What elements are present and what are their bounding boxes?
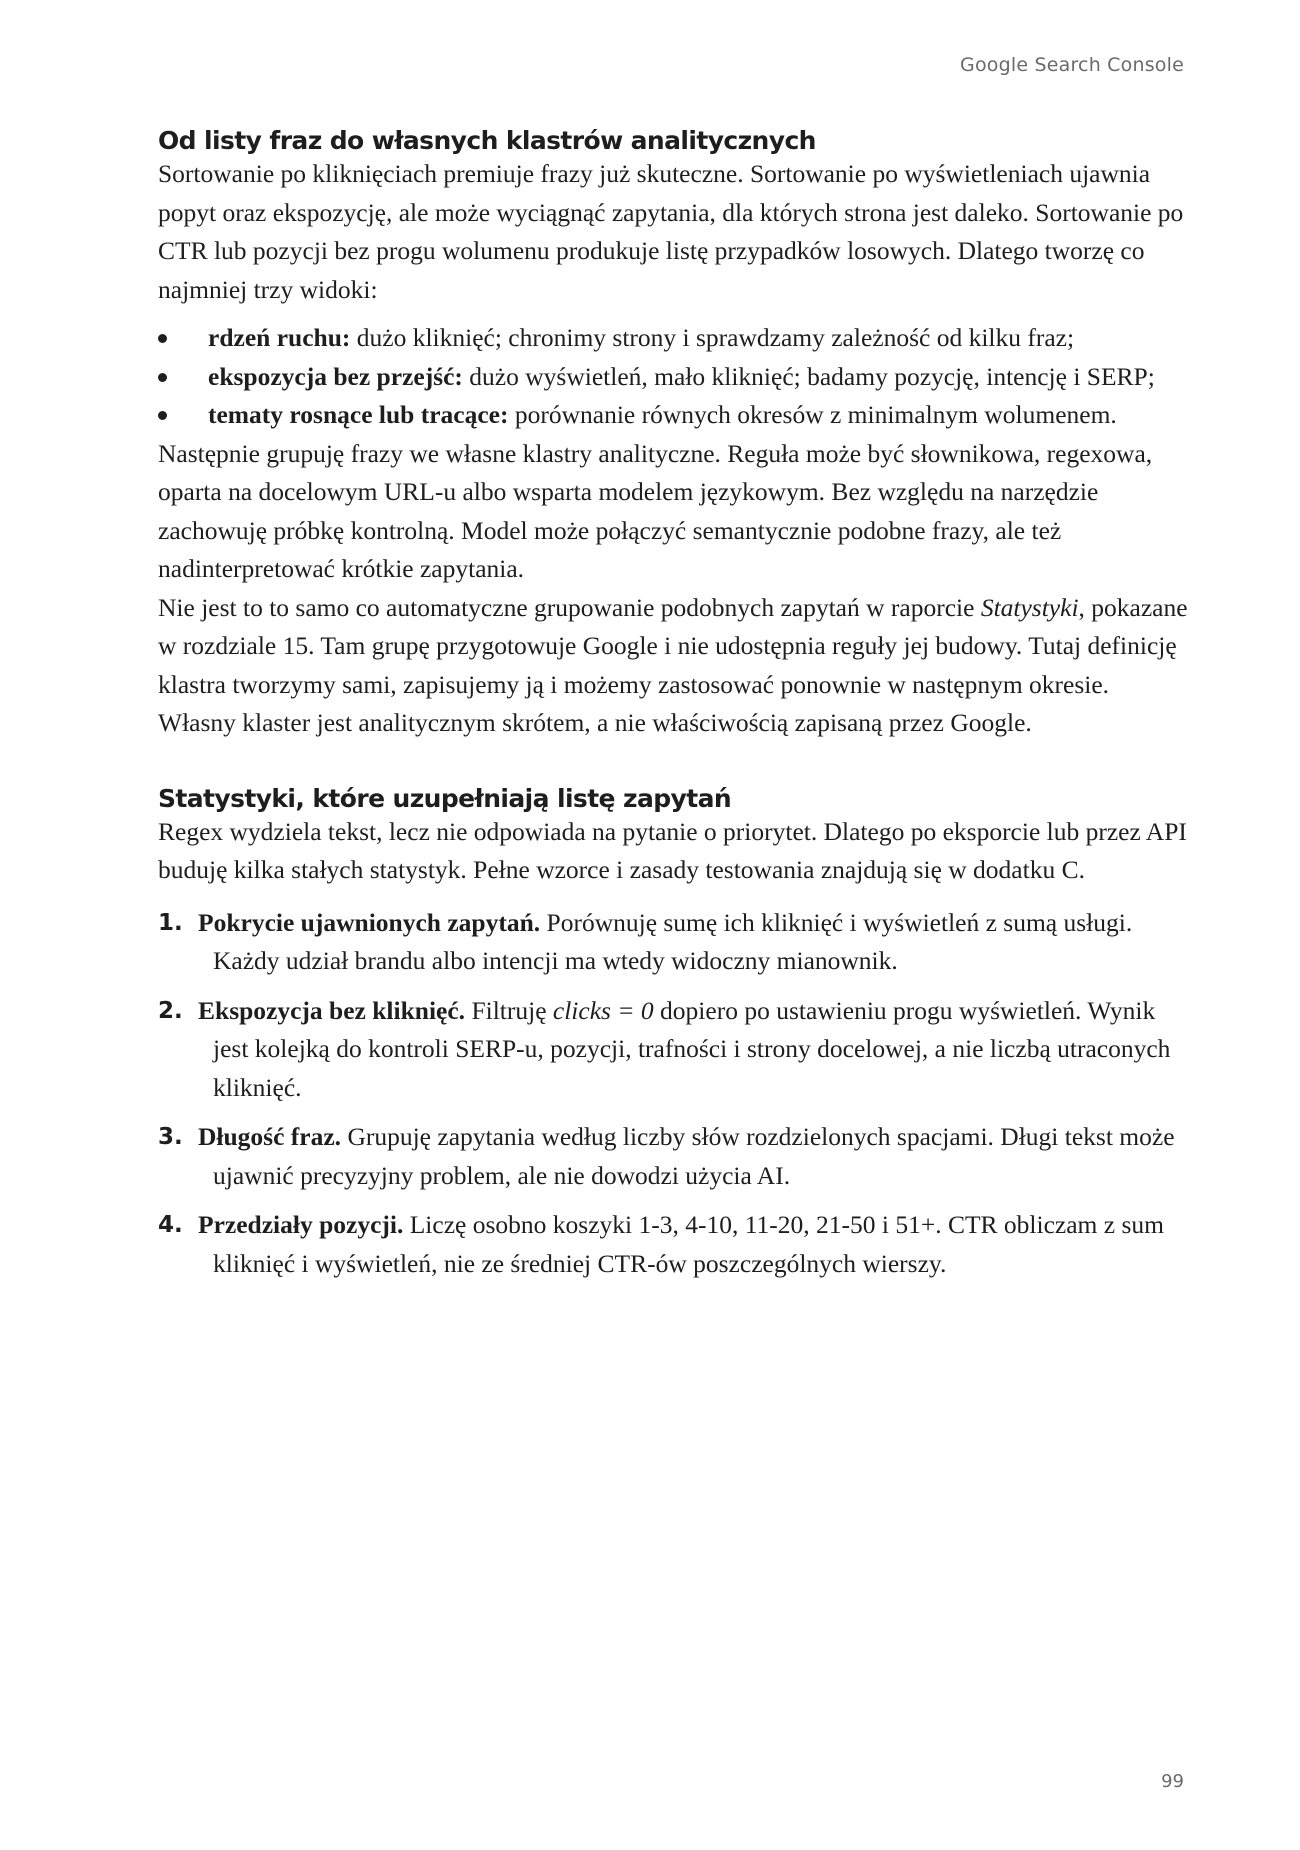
item-term: Ekspozycja bez kliknięć. <box>198 995 466 1025</box>
bullet-term: tematy rosnące lub tracące: <box>208 400 509 429</box>
bullet-term: ekspozycja bez przejść: <box>208 361 463 391</box>
numbered-item <box>158 904 1188 981</box>
bullet-list <box>158 319 1188 435</box>
item-term: Pokrycie ujawnionych zapytań. <box>198 907 541 937</box>
section-heading-statistics: Statystyki, które uzupełniają listę zapytań <box>158 783 732 813</box>
page-content <box>158 126 1188 1294</box>
section-heading-clusters: Od listy fraz do własnych klastrów analitycznych <box>158 126 816 155</box>
item-number: 1. <box>158 909 183 936</box>
paragraph <box>158 589 1188 743</box>
section-body-clusters <box>158 155 1188 743</box>
item-text: dopiero po ustawieniu progu wyświetleń. Wynik jest kolejką do kontroli SERP-u, pozycji, trafności i strony docelowej, a nie liczbą utraconych kliknięć. <box>213 995 1171 1102</box>
item-number: 2. <box>158 997 183 1024</box>
running-header: Google Search Console <box>960 54 1184 76</box>
report-name: Statystyki <box>980 592 1079 622</box>
bullet-item <box>158 358 1188 397</box>
bullet-item <box>158 396 1188 435</box>
bullet-text: dużo kliknięć; chronimy strony i sprawdzamy zależność od kilku fraz; <box>350 323 1075 352</box>
bullet-text: porównanie równych okresów z minimalnym wolumenem. <box>508 400 1117 429</box>
bullet-icon <box>158 411 167 420</box>
numbered-item <box>158 992 1188 1108</box>
numbered-item <box>158 1118 1188 1195</box>
bullet-term: rdzeń ruchu: <box>208 323 351 352</box>
item-text: Grupuję zapytania według liczby słów rozdzielonych spacjami. Długi tekst może ujawnić precyzyjny problem, ale nie dowodzi użycia AI. <box>213 1122 1175 1190</box>
paragraph: Sortowanie po kliknięciach premiuje frazy już skuteczne. Sortowanie po wyświetleniach ujawnia popyt oraz ekspozycję, ale może wyciągnąć zapytania, dla których strona jest daleko. Sortowanie po CTR lub pozycji bez progu wolumenu produkuje listę przypadków losowych. Dlatego tworzę co najmniej trzy widoki: <box>158 159 1184 304</box>
paragraph: Regex wydziela tekst, lecz nie odpowiada na pytanie o priorytet. Dlatego po eksporcie lub przez API buduję kilka stałych statystyk. Pełne wzorce i zasady testowania znajdują się w dodatku C. <box>158 816 1187 884</box>
page-number: 99 <box>1161 1771 1184 1792</box>
item-text: Filtruję <box>465 995 553 1025</box>
paragraph-text: Nie jest to to samo co automatyczne grupowanie podobnych zapytań w raporcie <box>158 592 981 622</box>
item-number: 4. <box>158 1212 183 1238</box>
item-term: Długość fraz. <box>198 1122 342 1151</box>
bullet-item <box>158 319 1188 358</box>
inline-code: clicks = 0 <box>552 995 654 1025</box>
bullet-icon <box>158 334 167 343</box>
section-body-statistics <box>158 813 1188 1284</box>
bullet-text: dużo wyświetleń, mało kliknięć; badamy pozycję, intencję i SERP; <box>462 361 1155 391</box>
bullet-icon <box>158 373 167 382</box>
paragraph-text: , pokazane w rozdziale 15. Tam grupę przygotowuje Google i nie udostępnia reguły jej budowy. Tutaj definicję klastra tworzymy sami, zapisujemy ją i możemy zastosować ponownie w następnym okresie. Własny klaster jest analitycznym skrótem, a nie właściwością zapisaną przez Google. <box>158 592 1188 737</box>
item-text: Liczę osobno koszyki 1-3, 4-10, 11-20, 21-50 i 51+. CTR obliczam z sum kliknięć i wyświetleń, nie ze średniej CTR-ów poszczególnych wierszy. <box>213 1210 1164 1278</box>
paragraph: Następnie grupuję frazy we własne klastry analityczne. Reguła może być słownikowa, regexowa, oparta na docelowym URL-u albo wsparta modelem językowym. Bez względu na narzędzie zachowuję próbkę kontrolną. Model może połączyć semantycznie podobne frazy, ale też nadinterpretować krótkie zapytania. <box>158 438 1153 583</box>
numbered-item <box>158 1206 1188 1283</box>
numbered-list <box>158 904 1188 1284</box>
item-text: Porównuję sumę ich kliknięć i wyświetleń z sumą usługi. Każdy udział brandu albo intencji ma wtedy widoczny mianownik. <box>213 907 1133 975</box>
item-number: 3. <box>158 1124 183 1150</box>
item-term: Przedziały pozycji. <box>198 1210 404 1239</box>
